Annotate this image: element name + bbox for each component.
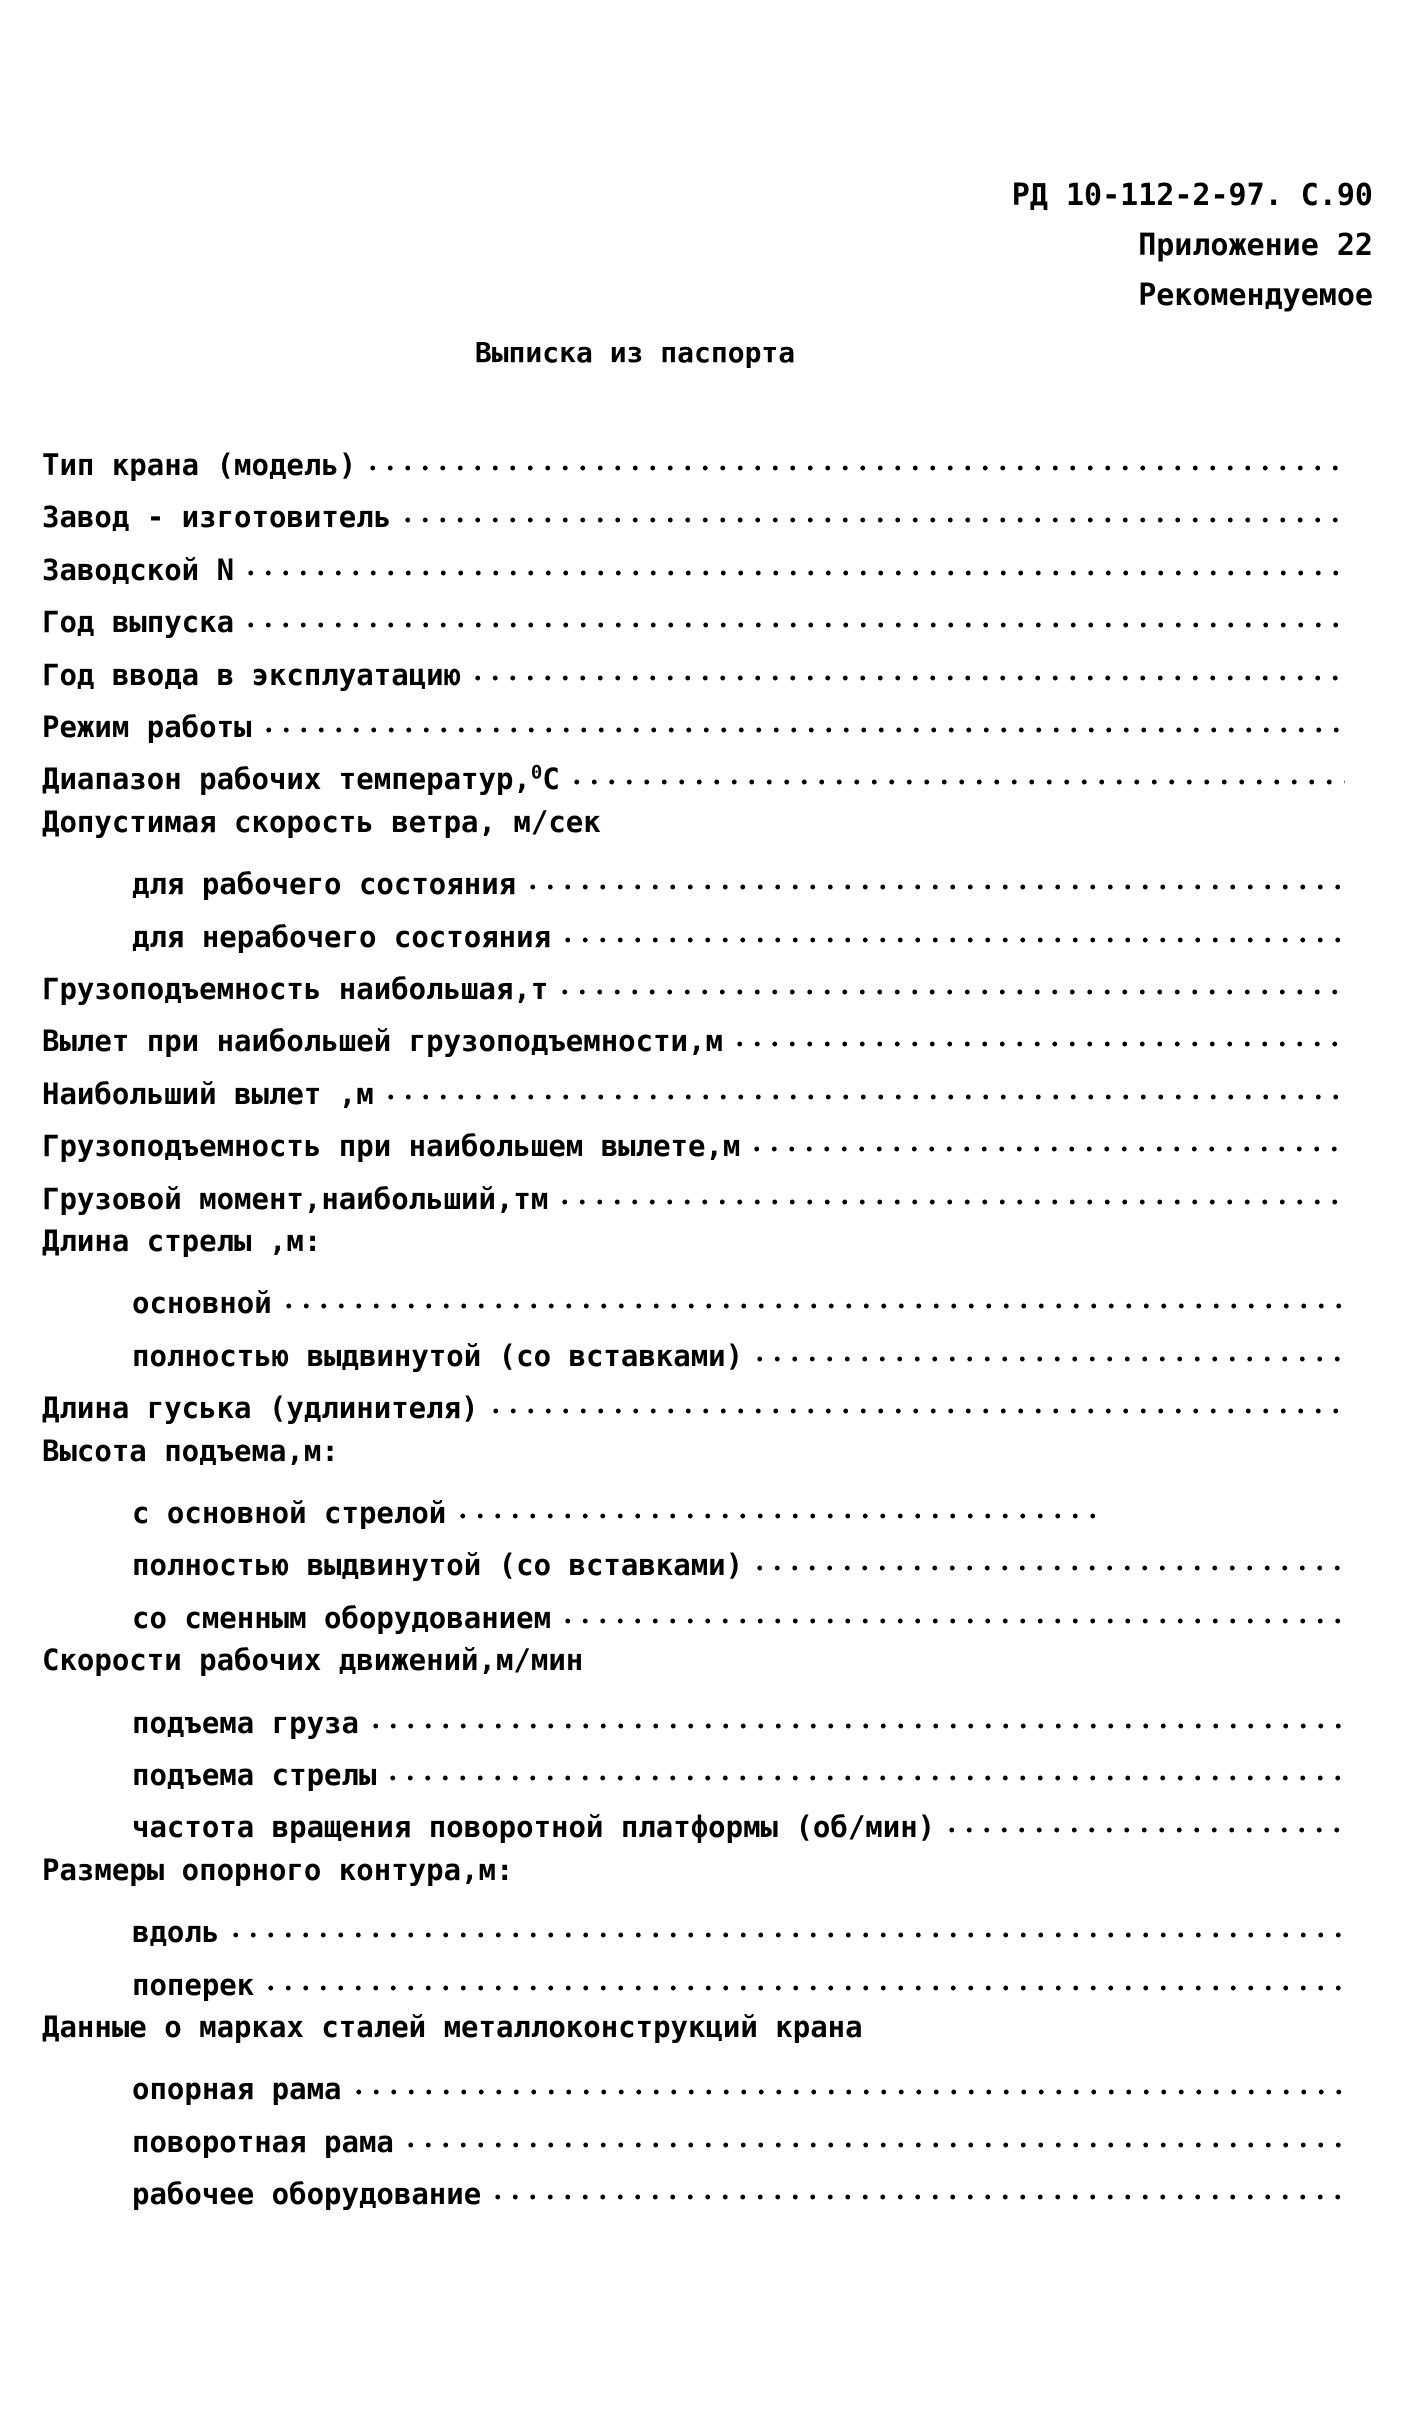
field-row [42, 697, 1345, 744]
field-label [42, 1074, 374, 1114]
field-row [42, 487, 1345, 534]
field-label-text: Режим работы [42, 710, 252, 744]
dotted-fill-line [242, 592, 1345, 632]
field-label-text: основной [132, 1286, 272, 1320]
dotted-fill-line [556, 959, 1345, 999]
dotted-fill-line [402, 2112, 1345, 2152]
field-label [42, 1850, 513, 1890]
field-row [42, 1011, 1345, 1058]
dotted-fill-line [227, 1902, 1345, 1942]
field-row [132, 1902, 1345, 1949]
field-label [42, 445, 356, 485]
field-label-text: полностью выдвинутой (со вставками) [132, 1548, 744, 1582]
field-label-suffix: С [542, 762, 560, 796]
field-label [132, 2069, 342, 2109]
field-row [42, 1378, 1345, 1425]
field-label-text: вдоль [132, 1915, 220, 1949]
field-label [132, 864, 516, 904]
field-row [132, 1797, 1345, 1844]
field-row [132, 1535, 1345, 1582]
dotted-fill-line [382, 1064, 1345, 1104]
field-label-text: для нерабочего состояния [132, 920, 552, 954]
dotted-fill-line [384, 1745, 1345, 1785]
field-label-text: Грузоподъемность при наибольшем вылете,м [42, 1129, 741, 1163]
dotted-fill-line [489, 2164, 1345, 2204]
field-label [42, 1388, 479, 1428]
field-label [42, 1179, 548, 1219]
field-label [42, 1221, 321, 1261]
field-label-text: Диапазон рабочих температур, [42, 762, 531, 796]
field-row [132, 854, 1345, 901]
field-label [42, 759, 560, 799]
degree-superscript: 0 [530, 761, 543, 784]
field-row [42, 1640, 1345, 1680]
field-label [132, 1493, 446, 1533]
field-label-text: рабочее оборудование [132, 2177, 482, 2211]
field-row [42, 540, 1345, 587]
field-label [132, 1545, 743, 1585]
dotted-fill-line [556, 1169, 1345, 1209]
field-label-text: Длина стрелы ,м: [42, 1224, 322, 1258]
field-label [132, 1755, 376, 1795]
field-label-text: Завод - изготовитель [42, 500, 392, 534]
field-label-text: Год выпуска [42, 605, 235, 639]
field-label [132, 2174, 481, 2214]
dotted-fill-line [748, 1116, 1345, 1156]
field-label [42, 497, 391, 537]
field-row [132, 1273, 1345, 1320]
dotted-fill-line [399, 487, 1345, 527]
field-label-text: Тип крана (модель) [42, 448, 357, 482]
field-label-text: для рабочего состояния [132, 867, 517, 901]
field-label [132, 1807, 935, 1847]
field-row [132, 907, 1345, 954]
field-row [42, 1116, 1345, 1163]
field-row [42, 1169, 1345, 1216]
field-label-text: опорная рама [132, 2072, 342, 2106]
field-row [132, 1483, 1095, 1530]
field-label-text: частота вращения поворотной платформы (об/мин) [132, 1810, 936, 1844]
dotted-fill-line [731, 1011, 1345, 1051]
dotted-fill-line [454, 1483, 1095, 1523]
dotted-fill-line [367, 1693, 1345, 1733]
dotted-fill-line [559, 907, 1345, 947]
field-label [132, 1598, 551, 1638]
field-row [132, 2164, 1345, 2211]
document-reference: РД 10-112-2-97. С.90 [1011, 178, 1373, 213]
field-label-text: Вылет при наибольшей грузоподъемности,м [42, 1024, 723, 1058]
field-row [132, 1326, 1345, 1373]
document-title: Выписка из паспорта [474, 336, 796, 369]
field-label-text: Высота подъема,м: [42, 1434, 339, 1468]
dotted-fill-line [262, 1955, 1345, 1995]
field-row [132, 1588, 1345, 1635]
field-label [42, 2007, 863, 2047]
dotted-fill-line [350, 2059, 1345, 2099]
field-row [42, 1064, 1345, 1111]
field-label-text: Год ввода в эксплуатацию [42, 658, 462, 692]
field-label-text: Скорости рабочих движений,м/мин [42, 1643, 584, 1677]
field-row [132, 1745, 1345, 1792]
field-row [132, 1693, 1345, 1740]
dotted-fill-line [751, 1326, 1345, 1366]
field-label [42, 1126, 740, 1166]
field-label-text: Грузовой момент,наибольший,тм [42, 1182, 549, 1216]
field-label [132, 1912, 219, 1952]
field-label-text: подъема стрелы [132, 1758, 377, 1792]
field-label-text: Размеры опорного контура,м: [42, 1853, 514, 1887]
dotted-fill-line [469, 645, 1345, 685]
field-label [42, 1640, 583, 1680]
field-label [132, 917, 551, 957]
field-label-text: со сменным оборудованием [132, 1601, 552, 1635]
field-row [42, 645, 1345, 692]
dotted-fill-line [487, 1378, 1346, 1418]
field-label [42, 707, 252, 747]
field-label [42, 969, 548, 1009]
dotted-fill-line [364, 435, 1345, 475]
field-row [132, 2112, 1345, 2159]
field-row [42, 959, 1345, 1006]
field-label [42, 1431, 339, 1471]
annex-type: Рекомендуемое [1138, 278, 1373, 313]
field-row [42, 802, 1345, 842]
field-label-text: поперек [132, 1968, 255, 2002]
field-label-text: Наибольший вылет ,м [42, 1077, 374, 1111]
field-label [42, 802, 601, 842]
field-row [42, 435, 1345, 482]
field-row [42, 592, 1345, 639]
field-label [42, 1021, 723, 1061]
field-row [42, 1431, 1345, 1471]
field-label-text: Грузоподъемность наибольшая,т [42, 972, 549, 1006]
dotted-fill-line [260, 697, 1345, 737]
field-label-text: Длина гуська (удлинителя) [42, 1391, 479, 1425]
dotted-fill-line [242, 540, 1345, 580]
dotted-fill-line [559, 1588, 1345, 1628]
field-label-text: Допустимая скорость ветра, м/сек [42, 805, 601, 839]
field-label [42, 550, 234, 590]
field-row [42, 1221, 1345, 1261]
field-label-text: Данные о марках сталей металлоконструкций крана [42, 2010, 863, 2044]
dotted-fill-line [751, 1535, 1345, 1575]
field-label [132, 1283, 272, 1323]
dotted-fill-line [568, 749, 1345, 789]
dotted-fill-line [280, 1273, 1345, 1313]
field-label [42, 602, 234, 642]
field-label [132, 1703, 359, 1743]
field-row [132, 2059, 1345, 2106]
annex-number: Приложение 22 [1138, 228, 1373, 263]
field-label [132, 2122, 394, 2162]
field-row [42, 749, 1345, 796]
field-row [42, 2007, 1345, 2047]
field-label-text: с основной стрелой [132, 1496, 447, 1530]
field-row [42, 1850, 1345, 1890]
field-label-text: Заводской N [42, 553, 235, 587]
dotted-fill-line [943, 1797, 1345, 1837]
field-label [132, 1965, 254, 2005]
field-label [42, 655, 461, 695]
dotted-fill-line [524, 854, 1345, 894]
field-row [132, 1955, 1345, 2002]
field-label-text: поворотная рама [132, 2125, 394, 2159]
field-label-text: подъема груза [132, 1706, 359, 1740]
field-label [132, 1336, 743, 1376]
field-label-text: полностью выдвинутой (со вставками) [132, 1339, 744, 1373]
